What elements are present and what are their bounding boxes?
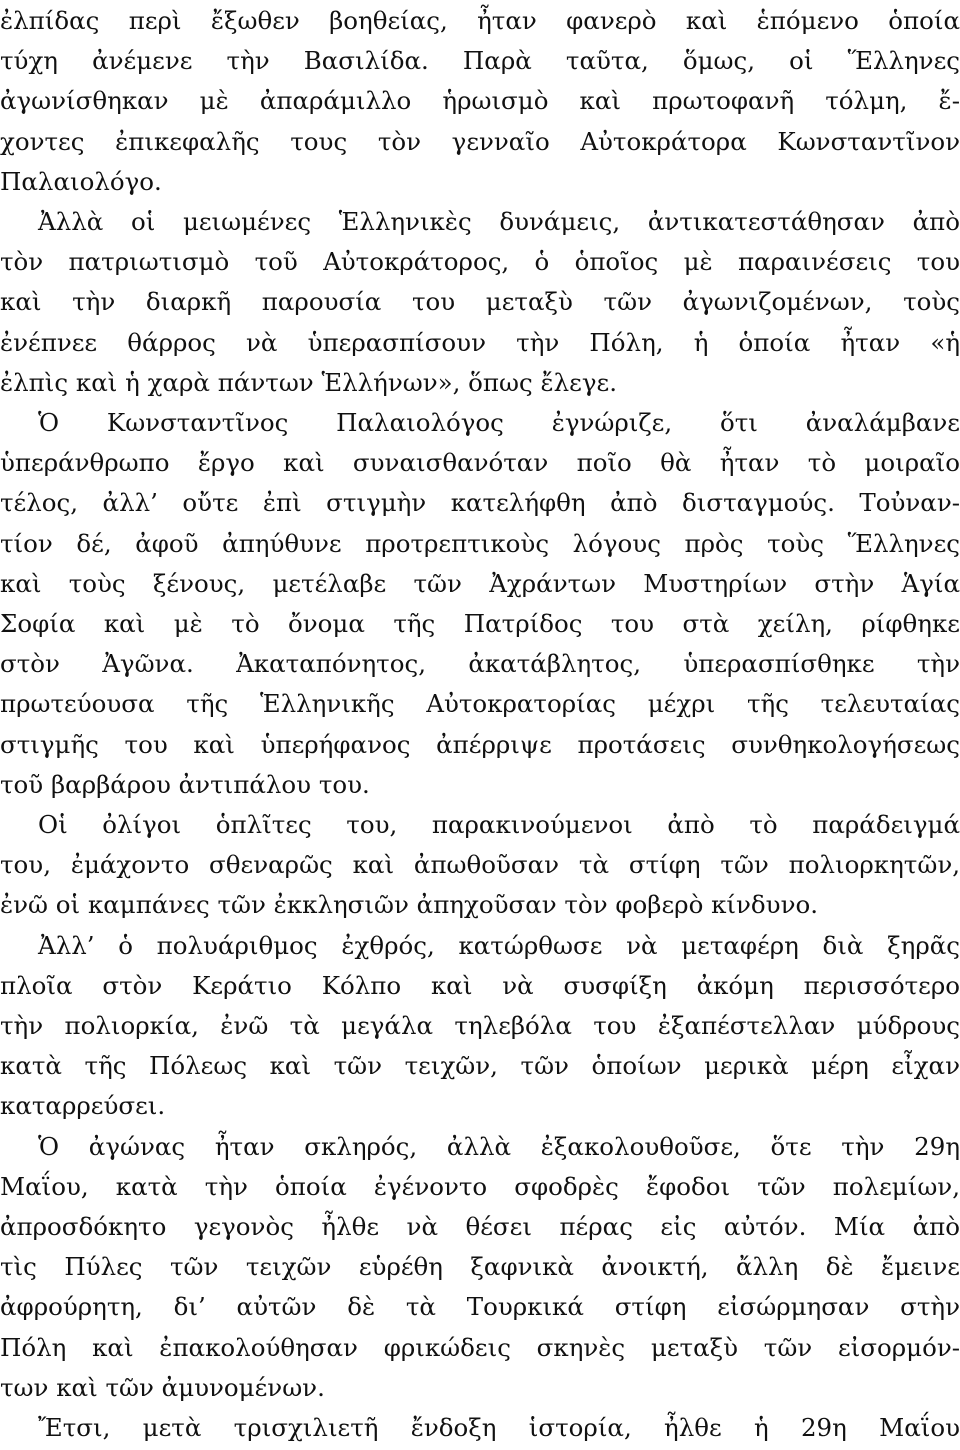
text-line: χοντες ἐπικεφαλῆς τους τὸν γενναῖο Αὐτοκράτορα Κωνσταντῖνον bbox=[0, 126, 960, 156]
text-line: Σοφία καὶ μὲ τὸ ὄνομα τῆς Πατρίδος του στὰ χείλη, ρίφθηκε bbox=[0, 609, 960, 638]
text-line: καὶ τοὺς ξένους, μετέλαβε τῶν Ἀχράντων Μυστηρίων στὴν Ἁγία bbox=[0, 568, 960, 598]
text-line: κατὰ τῆς Πόλεως καὶ τῶν τειχῶν, τῶν ὁποίων μερικὰ μέρη εἶχαν bbox=[0, 1051, 960, 1081]
text-line: τέλος, ἀλλ’ οὔτε ἐπὶ στιγμὴν κατελήφθη ἀπὸ δισταγμούς. Τοὐναν- bbox=[0, 488, 960, 518]
text-line: Πόλη καὶ ἐπακολούθησαν φρικώδεις σκηνὲς μεταξὺ τῶν εἰσορμόν- bbox=[0, 1332, 960, 1362]
text-line: πλοῖα στὸν Κεράτιο Κόλπο καὶ νὰ συσφίξη ἀκόμη περισσότερο bbox=[0, 970, 960, 1000]
text-line: ἀπροσδόκητο γεγονὸς ἦλθε νὰ θέσει πέρας εἰς αὐτόν. Μία ἀπὸ bbox=[0, 1212, 960, 1241]
text-line: ἀφρούρητη, δι’ αὐτῶν δὲ τὰ Τουρκικά στίφη εἰσώρμησαν στὴν bbox=[0, 1292, 960, 1322]
text-line: πρωτεύουσα τῆς Ἑλληνικῆς Αὐτοκρατορίας μέχρι τῆς τελευταίας bbox=[0, 689, 960, 719]
text-line: ἐνέπνεε θάρρος νὰ ὑπερασπίσουν τὴν Πόλη, ἡ ὁποία ἦταν «ἡ bbox=[0, 327, 960, 357]
text-line: στιγμῆς του καὶ ὑπερήφανος ἀπέρριψε προτάσεις συνθηκολογήσεως bbox=[0, 729, 960, 759]
text-line: ἐνῶ οἱ καμπάνες τῶν ἐκκλησιῶν ἀπηχοῦσαν τὸν φοβερὸ κίνδυνο. bbox=[0, 890, 818, 920]
text-line: Ὁ ἀγώνας ἦταν σκληρός, ἀλλὰ ἐξακολουθοῦσε, ὅτε τὴν 29η bbox=[38, 1131, 960, 1161]
text-line: Ἀλλ’ ὁ πολυάριθμος ἐχθρός, κατώρθωσε νὰ μεταφέρη διὰ ξηρᾶς bbox=[38, 930, 960, 960]
text-line: ἀγωνίσθηκαν μὲ ἀπαράμιλλο ἡρωισμὸ καὶ πρωτοφανῆ τόλμη, ἔ- bbox=[0, 86, 960, 116]
text-line: Ἀλλὰ οἱ μειωμένες Ἑλληνικὲς δυνάμεις, ἀντικατεστάθησαν ἀπὸ bbox=[38, 207, 960, 236]
text-line: ἐλπίδας περὶ ἔξωθεν βοηθείας, ἦταν φανερὸ καὶ ἑπόμενο ὁποία bbox=[0, 6, 960, 35]
text-line: τίον δέ, ἀφοῦ ἀπηύθυνε προτρεπτικοὺς λόγους πρὸς τοὺς Ἕλληνες bbox=[0, 528, 960, 558]
text-line: του, ἐμάχοντο σθεναρῶς καὶ ἀπωθοῦσαν τὰ στίφη τῶν πολιορκητῶν, bbox=[0, 850, 960, 880]
text-line: τὴν πολιορκία, ἐνῶ τὰ μεγάλα τηλεβόλα του ἐξαπέστελλαν μύδρους bbox=[0, 1011, 960, 1040]
text-line: στὸν Ἀγῶνα. Ἀκαταπόνητος, ἀκατάβλητος, ὑπερασπίσθηκε τὴν bbox=[0, 649, 960, 679]
text-line: Οἱ ὀλίγοι ὁπλῖτες του, παρακινούμενοι ἀπὸ τὸ παράδειγμά bbox=[38, 810, 960, 839]
text-line: ἐλπὶς καὶ ἡ χαρὰ πάντων Ἑλλήνων», ὅπως ἔλεγε. bbox=[0, 367, 617, 397]
text-line: ὑπεράνθρωπο ἔργο καὶ συναισθανόταν ποῖο θὰ ἦταν τὸ μοιραῖο bbox=[0, 448, 960, 478]
text-line: Μαΐου, κατὰ τὴν ὁποία ἐγένοντο σφοδρὲς ἔφοδοι τῶν πολεμίων, bbox=[0, 1171, 960, 1201]
text-line: τοῦ βαρβάρου ἀντιπάλου του. bbox=[0, 769, 370, 799]
text-line: Παλαιολόγο. bbox=[0, 166, 162, 196]
text-line: καταρρεύσει. bbox=[0, 1091, 166, 1121]
text-line: τύχη ἀνέμενε τὴν Βασιλίδα. Παρὰ ταῦτα, ὅμως, οἱ Ἕλληνες bbox=[0, 46, 960, 76]
text-line: Ὁ Κωνσταντῖνος Παλαιολόγος ἐγνώριζε, ὅτι ἀναλάμβανε bbox=[38, 408, 960, 437]
text-line: τὸν πατριωτισμὸ τοῦ Αὐτοκράτορος, ὁ ὁποῖος μὲ παραινέσεις του bbox=[0, 247, 960, 277]
text-line: καὶ τὴν διαρκῆ παρουσία του μεταξὺ τῶν ἀγωνιζομένων, τοὺς bbox=[0, 287, 960, 317]
text-line: Ἔτσι, μετὰ τρισχιλιετῆ ἔνδοξη ἱστορία, ἦλθε ἡ 29η Μαΐου bbox=[38, 1413, 960, 1442]
text-line: τὶς Πύλες τῶν τειχῶν εὑρέθη ξαφνικὰ ἀνοικτή, ἄλλη δὲ ἔμεινε bbox=[0, 1252, 960, 1282]
text-line: των καὶ τῶν ἀμυνομένων. bbox=[0, 1372, 325, 1402]
